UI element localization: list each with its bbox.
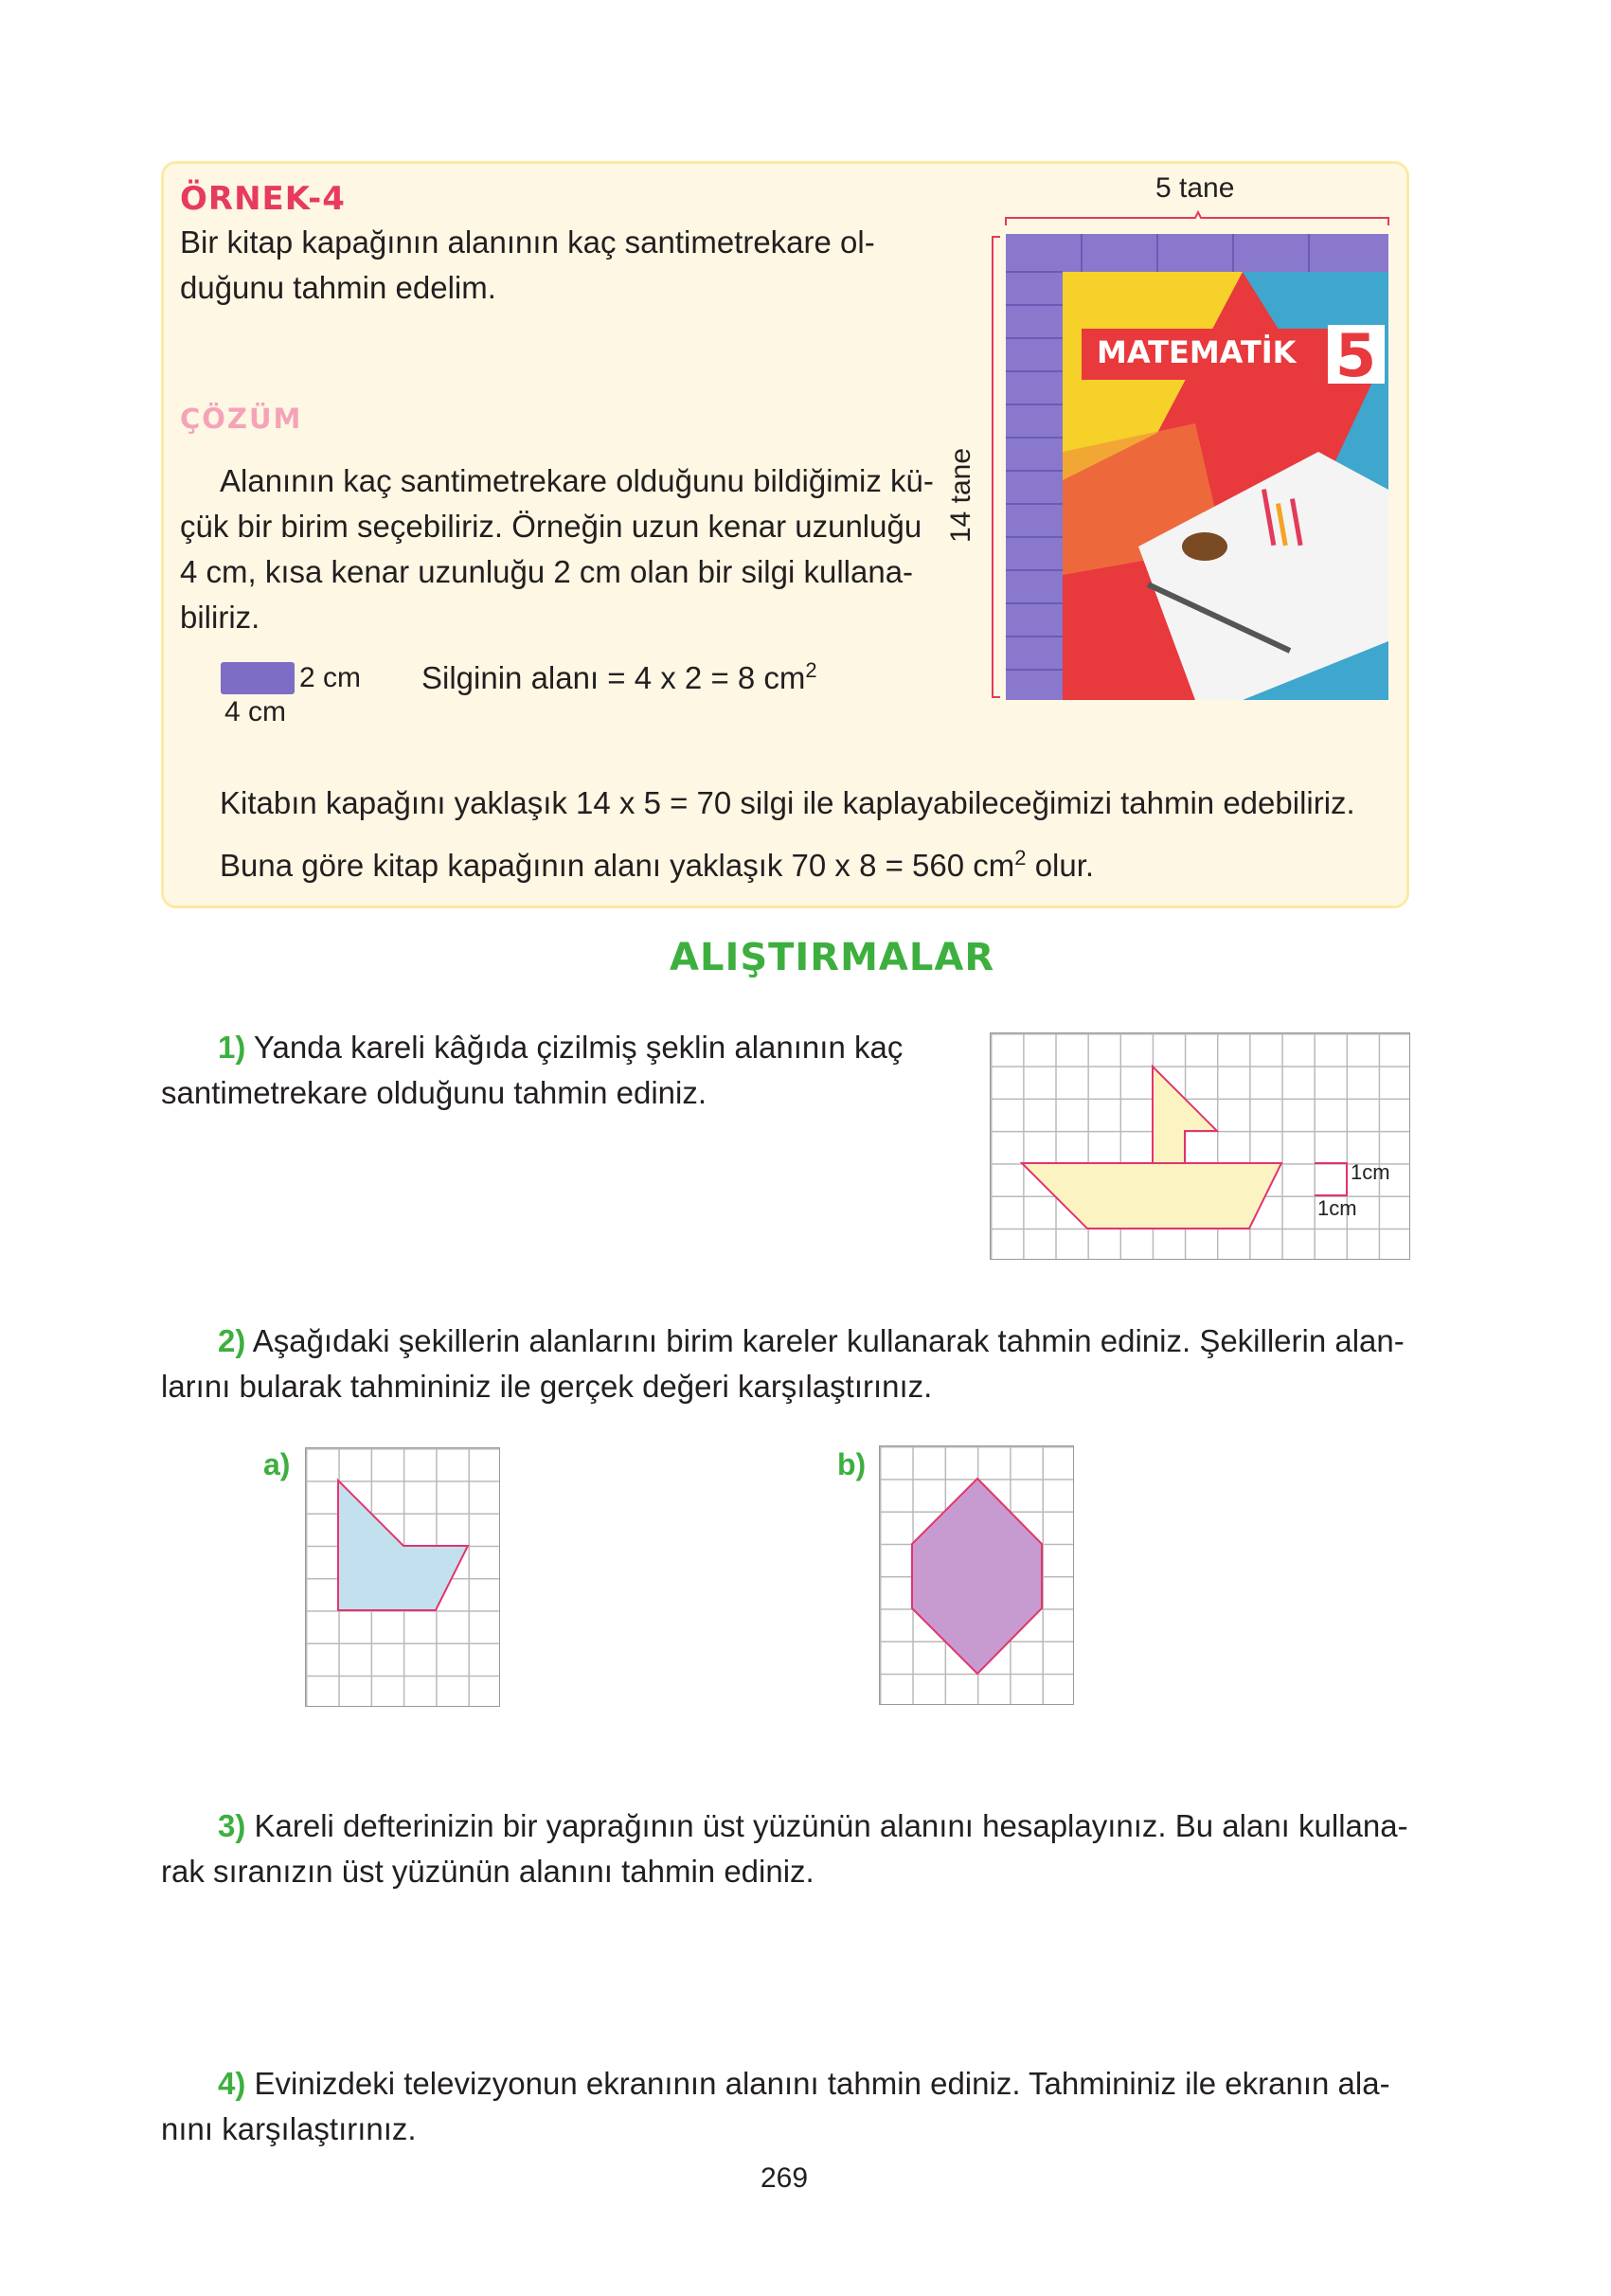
part-b-label: b) [837, 1447, 867, 1481]
exercise-3-line-1 [218, 1803, 1408, 1849]
solution-title: ÇÖZÜM [180, 403, 303, 435]
exercise-2-number: 2) [218, 1323, 246, 1358]
page-number: 269 [761, 2162, 809, 2194]
conclusion-line-1: Kitabın kapağını yaklaşık 14 x 5 = 70 silgi ile kaplayabileceğimizi tahmin edebiliriz. [220, 785, 1355, 820]
exercise-1-line-1 [218, 1025, 903, 1070]
exercise-4-text: Evinizdeki televizyonun ekranının alanını tahmin ediniz. Tahmininiz ile ekranın ala- [254, 2066, 1390, 2101]
shape-b [880, 1446, 1075, 1706]
shape-a [306, 1448, 501, 1708]
eraser-area-text: Silginin alanı = 4 x 2 = 8 cm [421, 660, 806, 695]
exercise-1-grid [990, 1032, 1410, 1260]
exercise-4-line-2: nını karşılaştırınız. [161, 2111, 417, 2146]
boat-shape [991, 1033, 1411, 1261]
exercise-4-number: 4) [218, 2066, 246, 2101]
solution-line-4: biliriz. [180, 600, 260, 635]
exercise-3-line-2: rak sıranızın üst yüzünün alanını tahmin ediniz. [161, 1854, 814, 1889]
eraser-area-formula [421, 655, 817, 701]
conclusion-text: Buna göre kitap kapağının alanı yaklaşık 70 x 8 = 560 cm [220, 848, 1015, 883]
book-top-label: 5 tane [1155, 172, 1235, 204]
eraser-long-label: 4 cm [224, 696, 287, 727]
exercise-3-number: 3) [218, 1808, 246, 1843]
conclusion-suffix: olur. [1026, 848, 1095, 883]
grid-a [305, 1447, 500, 1707]
exercise-2-line-2: larını bularak tahmininiz ile gerçek değeri karşılaştırınız. [161, 1369, 933, 1404]
exercise-1-line-2: santimetrekare olduğunu tahmin ediniz. [161, 1075, 707, 1110]
solution-line-1: Alanının kaç santimetrekare olduğunu bildiğimiz kü- [220, 463, 934, 498]
exercises-title: ALIŞTIRMALAR [670, 936, 995, 979]
example-title: ÖRNEK-4 [180, 180, 346, 218]
conclusion-exponent: 2 [1014, 846, 1027, 870]
book-cover-image [1006, 234, 1388, 700]
solution-line-2: çük bir birim seçebiliriz. Örneğin uzun kenar uzunluğu [180, 509, 922, 544]
book-side-label-wrap [942, 445, 980, 549]
grid-b [879, 1445, 1074, 1705]
eraser-area-exponent: 2 [805, 658, 817, 682]
exercise-2-text: Aşağıdaki şekillerin alanlarını birim kareler kullanarak tahmin ediniz. Şekillerin alan- [252, 1323, 1405, 1358]
book-cover-number: 5 [1335, 321, 1377, 390]
book-side-bracket [983, 235, 1002, 699]
exercise-1-number: 1) [218, 1030, 246, 1065]
unit-label-right: 1cm [1351, 1160, 1390, 1184]
example-question-line-1: Bir kitap kapağının alanının kaç santimetrekare ol- [180, 224, 875, 260]
exercise-3-text: Kareli defterinizin bir yaprağının üst yüzünün alanını hesaplayınız. Bu alanı kullana- [254, 1808, 1408, 1843]
book-top-bracket [1004, 208, 1392, 227]
part-a-label: a) [263, 1447, 291, 1481]
unit-label-bottom: 1cm [1317, 1196, 1357, 1220]
book-cover-title: MATEMATİK [1097, 334, 1297, 370]
solution-line-3: 4 cm, kısa kenar uzunluğu 2 cm olan bir silgi kullana- [180, 554, 914, 589]
exercise-2-line-1 [218, 1318, 1405, 1364]
eraser-short-label: 2 cm [299, 662, 362, 693]
exercise-1-text: Yanda kareli kâğıda çizilmiş şeklin alanının kaç [253, 1030, 904, 1065]
exercise-4-line-1 [218, 2061, 1390, 2107]
example-question-line-2: duğunu tahmin edelim. [180, 270, 496, 305]
conclusion-line-2 [220, 843, 1094, 888]
book-side-label: 14 tane [945, 447, 976, 544]
